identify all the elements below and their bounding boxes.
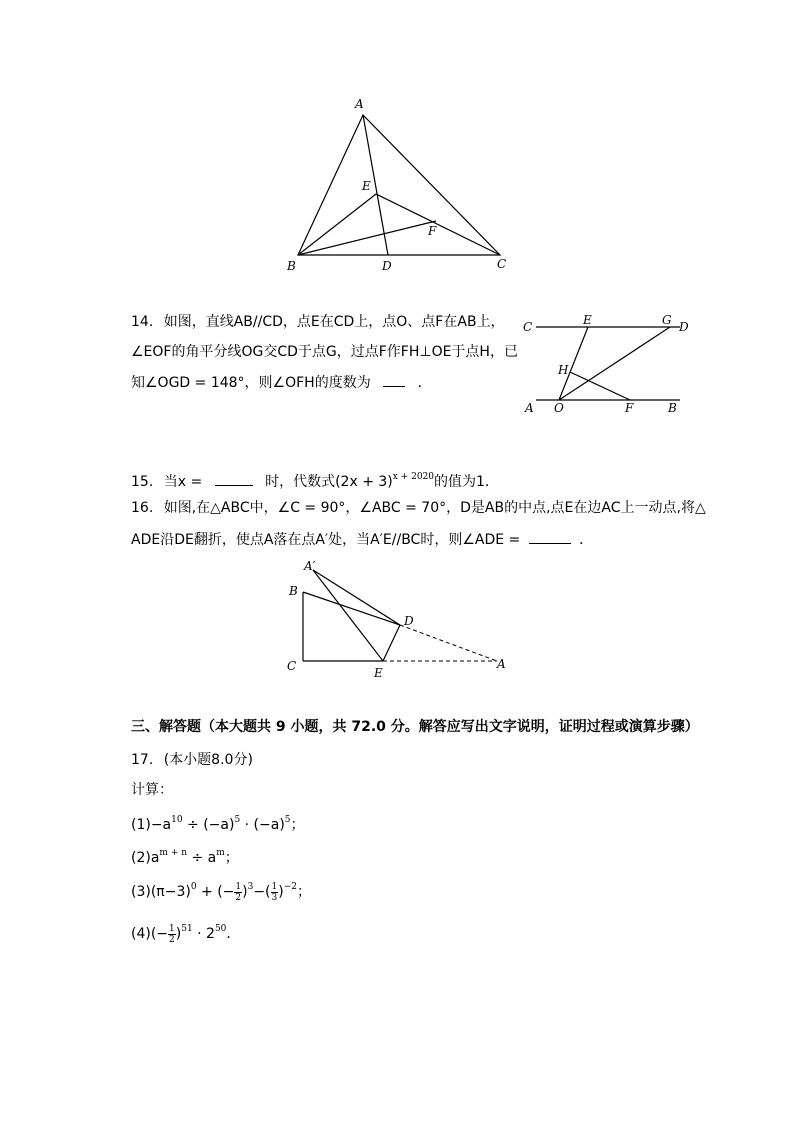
q16-line1 (131, 498, 706, 518)
label-F: F (625, 401, 634, 415)
figure-q14-parallel-lines (520, 310, 700, 420)
q14-line1 (131, 312, 505, 332)
q14-text-line2: ∠EOF的角平分线OG交CD于点G，过点F作FH⊥OE于点H，已 (131, 344, 518, 360)
p1-exp1: 10 (171, 815, 183, 825)
label-G: G (662, 313, 672, 327)
q16-number: 16. (131, 500, 154, 516)
p4-pre: (4)(− (131, 926, 169, 942)
p4-frac-den: 2 (169, 934, 175, 945)
q14-number: 14. (131, 314, 154, 330)
p3-mid4: ) (278, 884, 284, 900)
p1-mid: ÷ (−a) (182, 817, 235, 833)
q14-text-line3b: ． (417, 375, 432, 391)
figure-q13-triangle (280, 92, 520, 277)
p4-end: ． (226, 926, 241, 942)
q14-text-line1: 如图，直线AB//CD，点E在CD上，点O、点F在AB上， (163, 314, 505, 330)
p3-exp3: −2 (283, 882, 298, 892)
p2-end: ； (224, 850, 239, 866)
p2-exp2: m (216, 848, 225, 858)
q15-line (131, 467, 499, 492)
label-B: B (668, 401, 677, 415)
q17-header (131, 750, 253, 770)
figure-q16-folded-triangle (280, 555, 520, 685)
p1-exp3: 5 (284, 815, 291, 825)
p3-pre: (3)(π−3) (131, 884, 191, 900)
q15-exponent: x + 2020 (392, 472, 434, 482)
label-A: A (355, 97, 364, 111)
section-heading: 三、解答题（本大题共 9 小题，共 72.0 分。解答应写出文字说明，证明过程或演算步骤） (131, 719, 699, 735)
q17-score: (本小题8.0分) (163, 752, 253, 768)
label-E: E (362, 179, 371, 193)
q14-text-line3a: 知∠OGD = 148°，则∠OFH的度数为 (131, 375, 371, 391)
label-C: C (523, 320, 533, 334)
p4-mid2: · 2 (192, 926, 215, 942)
q15-text-c: 的值为1． (434, 474, 499, 490)
p3-exp1: 0 (190, 882, 197, 892)
p4-exp2: 50 (214, 924, 227, 934)
p4-frac-num: 1 (169, 923, 175, 934)
q16-line2 (131, 529, 593, 550)
p2-exp1: m + n (159, 848, 188, 858)
p2-mid: ÷ a (187, 850, 217, 866)
p3-frac2-den: 3 (271, 892, 278, 903)
p3-frac2-num: 1 (271, 881, 278, 892)
q17-part1 (131, 810, 305, 835)
q14-answer-blank[interactable] (383, 372, 405, 387)
q16-text-line2b: ． (579, 532, 594, 548)
label-D: D (679, 320, 689, 334)
q14-line2 (131, 342, 518, 362)
q16-answer-blank[interactable] (529, 529, 571, 544)
label-A: A (525, 401, 534, 415)
q17-number: 17. (131, 752, 154, 768)
label-B: B (289, 584, 298, 598)
p3-frac1-den: 2 (235, 892, 242, 903)
q15-text-b: 时，代数式(2x + 3) (265, 474, 393, 490)
q16-text-line2a: ADE沿DE翻折，使点A落在点A′处，当A′E//BC时，则∠ADE = (131, 532, 521, 548)
label-E: E (374, 666, 383, 680)
label-D: D (382, 259, 392, 273)
p1-end: ； (290, 817, 305, 833)
q15-answer-blank[interactable] (215, 471, 253, 486)
label-O: O (554, 401, 564, 415)
label-D: D (404, 614, 414, 628)
p3-end: ； (297, 884, 312, 900)
q15-number: 15. (131, 474, 154, 490)
p3-frac1-num: 1 (235, 881, 242, 892)
label-F: F (428, 224, 437, 238)
label-H: H (558, 363, 569, 377)
label-A-prime: A′ (304, 559, 316, 573)
p1-mid2: · (−a) (240, 817, 285, 833)
q17-part4 (131, 919, 240, 945)
p3-exp2: 3 (247, 882, 254, 892)
p3-fraction1 (234, 882, 242, 903)
q17-prompt: 计算： (131, 782, 173, 798)
q17-part3 (131, 877, 311, 903)
label-E: E (583, 313, 592, 327)
p2-pre: (2)a (131, 850, 160, 866)
q17-part2 (131, 843, 239, 868)
p3-mid3: −( (253, 884, 271, 900)
q16-text-line1: 如图,在△ABC中，∠C = 90°，∠ABC = 70°，D是AB的中点,点E在边AC上一动点,将△ (163, 500, 706, 516)
q15-text-a: 当x = (163, 474, 203, 490)
p3-mid: + (− (196, 884, 235, 900)
p1-pre: (1)−a (131, 817, 172, 833)
label-B: B (287, 259, 296, 273)
p1-exp2: 5 (234, 815, 241, 825)
p4-exp1: 51 (181, 924, 193, 934)
p3-mid2: ) (242, 884, 248, 900)
label-A: A (497, 657, 506, 671)
label-C: C (497, 257, 507, 271)
label-C: C (287, 659, 297, 673)
p4-mid: ) (175, 926, 182, 942)
q14-line3 (131, 372, 432, 393)
p4-fraction (168, 924, 176, 945)
